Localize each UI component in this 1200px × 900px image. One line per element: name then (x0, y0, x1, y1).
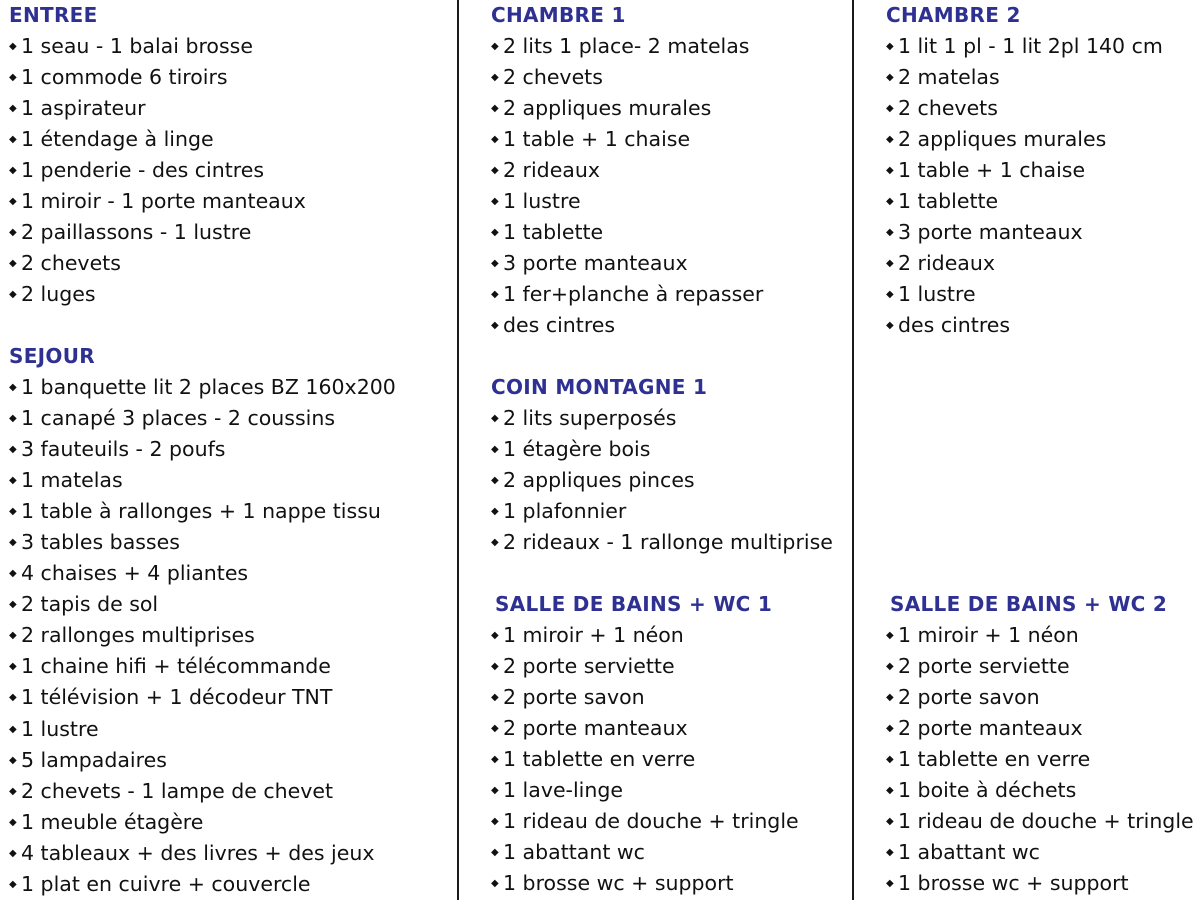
item-list-chambre-2 (886, 31, 1163, 341)
diamond-bullet-icon: ◆ (9, 537, 17, 549)
list-item-text: 1 commode 6 tiroirs (21, 65, 228, 90)
list-item-text: 1 chaine hifi + télécommande (21, 654, 331, 679)
diamond-bullet-icon: ◆ (886, 196, 894, 208)
list-item (491, 93, 763, 124)
list-item-text: 1 lustre (21, 716, 99, 741)
list-item (9, 372, 396, 403)
diamond-bullet-icon: ◆ (491, 537, 499, 549)
diamond-bullet-icon: ◆ (886, 630, 894, 642)
list-item-text: 2 tapis de sol (21, 592, 159, 617)
diamond-bullet-icon: ◆ (9, 847, 17, 859)
diamond-bullet-icon: ◆ (9, 599, 17, 611)
diamond-bullet-icon: ◆ (9, 754, 17, 766)
list-item (886, 837, 1194, 868)
list-item (886, 31, 1163, 62)
list-item (491, 837, 799, 868)
list-item (886, 186, 1163, 217)
list-item-text: 1 lustre (898, 282, 976, 307)
list-item (9, 186, 306, 217)
diamond-bullet-icon: ◆ (491, 413, 499, 425)
list-item-text: 1 brosse wc + support (898, 871, 1129, 896)
list-item (491, 806, 799, 837)
list-item (886, 806, 1194, 837)
diamond-bullet-icon: ◆ (886, 227, 894, 239)
list-item (9, 124, 306, 155)
list-item-text: 3 fauteuils - 2 poufs (21, 437, 226, 462)
diamond-bullet-icon: ◆ (886, 289, 894, 301)
list-item-text: 2 porte manteaux (503, 716, 688, 741)
item-list-chambre-1 (491, 31, 763, 341)
diamond-bullet-icon: ◆ (9, 41, 17, 53)
list-item-text: 1 tablette (898, 189, 999, 214)
list-item-text: 1 lustre (503, 189, 581, 214)
diamond-bullet-icon: ◆ (491, 723, 499, 735)
list-item-text: 1 étagère bois (503, 437, 651, 462)
list-item (886, 775, 1194, 806)
diamond-bullet-icon: ◆ (491, 289, 499, 301)
section-coin-montagne-1 (491, 372, 833, 558)
diamond-bullet-icon: ◆ (9, 165, 17, 177)
list-item-text: 2 porte serviette (898, 654, 1070, 679)
list-item (9, 745, 396, 776)
diamond-bullet-icon: ◆ (9, 134, 17, 146)
list-item-text: 2 rallonges multiprises (21, 623, 255, 648)
list-item-text: 2 lits superposés (503, 406, 677, 431)
item-list-entree (9, 31, 306, 310)
list-item (9, 496, 396, 527)
list-item (886, 620, 1194, 651)
list-item-text: 1 aspirateur (21, 96, 146, 121)
list-item-text: 2 chevets (898, 96, 998, 121)
diamond-bullet-icon: ◆ (886, 847, 894, 859)
list-item (491, 620, 799, 651)
list-item (491, 279, 763, 310)
list-item-text: 1 seau - 1 balai brosse (21, 34, 253, 59)
item-list-salle-de-bains-wc-2 (886, 620, 1194, 899)
list-item (886, 248, 1163, 279)
diamond-bullet-icon: ◆ (9, 196, 17, 208)
list-item (9, 465, 396, 496)
list-item-text: 5 lampadaires (21, 747, 167, 772)
list-item (886, 310, 1163, 341)
diamond-bullet-icon: ◆ (886, 816, 894, 828)
list-item-text: 2 paillassons - 1 lustre (21, 220, 252, 245)
list-item-text: 2 matelas (898, 65, 1000, 90)
list-item-text: 1 banquette lit 2 places BZ 160x200 (21, 375, 396, 400)
list-item-text: 2 appliques murales (898, 127, 1107, 152)
list-item (9, 807, 396, 838)
list-item-text: 2 porte savon (503, 685, 645, 710)
diamond-bullet-icon: ◆ (9, 661, 17, 673)
list-item-text: 1 brosse wc + support (503, 871, 734, 896)
list-item-text: 1 table + 1 chaise (503, 127, 691, 152)
section-title-salle-de-bains-wc-1: SALLE DE BAINS + WC 1 (495, 592, 773, 616)
list-item (9, 776, 396, 807)
diamond-bullet-icon: ◆ (886, 661, 894, 673)
list-item-text: 1 tablette (503, 220, 604, 245)
list-item (491, 713, 799, 744)
list-item-text: 1 étendage à linge (21, 127, 214, 152)
list-item (491, 775, 799, 806)
list-item (9, 248, 306, 279)
list-item (9, 527, 396, 558)
list-item-text: 4 tableaux + des livres + des jeux (21, 840, 375, 865)
diamond-bullet-icon: ◆ (9, 103, 17, 115)
diamond-bullet-icon: ◆ (886, 134, 894, 146)
list-item-text: 1 miroir - 1 porte manteaux (21, 189, 306, 214)
diamond-bullet-icon: ◆ (491, 506, 499, 518)
list-item-text: 2 luges (21, 282, 96, 307)
section-chambre-1 (491, 0, 763, 341)
diamond-bullet-icon: ◆ (491, 165, 499, 177)
diamond-bullet-icon: ◆ (9, 72, 17, 84)
list-item-text: 1 tablette en verre (898, 747, 1091, 772)
list-item-text: 3 porte manteaux (898, 220, 1083, 245)
list-item (886, 155, 1163, 186)
list-item (491, 186, 763, 217)
list-item (491, 31, 763, 62)
diamond-bullet-icon: ◆ (9, 227, 17, 239)
list-item (491, 496, 833, 527)
diamond-bullet-icon: ◆ (886, 41, 894, 53)
section-title-chambre-2: CHAMBRE 2 (886, 3, 1021, 27)
list-item-text: 2 chevets (503, 65, 603, 90)
diamond-bullet-icon: ◆ (491, 847, 499, 859)
list-item (491, 62, 763, 93)
list-item-text: 1 table à rallonges + 1 nappe tissu (21, 499, 381, 524)
diamond-bullet-icon: ◆ (9, 723, 17, 735)
section-salle-de-bains-wc-2 (886, 589, 1194, 899)
diamond-bullet-icon: ◆ (886, 754, 894, 766)
list-item (491, 651, 799, 682)
list-item (9, 403, 396, 434)
list-item-text: 3 porte manteaux (503, 251, 688, 276)
list-item (9, 62, 306, 93)
list-item-text: 2 rideaux - 1 rallonge multiprise (503, 530, 833, 555)
list-item-text: 2 chevets (21, 251, 121, 276)
diamond-bullet-icon: ◆ (886, 72, 894, 84)
list-item (9, 714, 396, 745)
list-item-text: 2 rideaux (503, 158, 600, 183)
diamond-bullet-icon: ◆ (9, 506, 17, 518)
section-entree (9, 0, 306, 310)
list-item-text: 2 lits 1 place- 2 matelas (503, 34, 750, 59)
section-sejour (9, 341, 396, 900)
diamond-bullet-icon: ◆ (886, 878, 894, 890)
list-item-text: 4 chaises + 4 pliantes (21, 561, 249, 586)
list-item-text: 1 penderie - des cintres (21, 158, 265, 183)
list-item-text: 1 rideau de douche + tringle (503, 809, 799, 834)
list-item (886, 744, 1194, 775)
list-item-text: 1 plat en cuivre + couvercle (21, 871, 311, 896)
diamond-bullet-icon: ◆ (9, 568, 17, 580)
section-title-chambre-1: CHAMBRE 1 (491, 3, 626, 27)
list-item-text: 1 miroir + 1 néon (898, 623, 1079, 648)
diamond-bullet-icon: ◆ (491, 444, 499, 456)
list-item (491, 124, 763, 155)
column-divider-right (852, 0, 854, 900)
list-item-text: des cintres (898, 313, 1011, 338)
diamond-bullet-icon: ◆ (9, 475, 17, 487)
diamond-bullet-icon: ◆ (9, 816, 17, 828)
diamond-bullet-icon: ◆ (9, 382, 17, 394)
list-item (9, 620, 396, 651)
list-item-text: 1 abattant wc (898, 840, 1040, 865)
diamond-bullet-icon: ◆ (9, 878, 17, 890)
diamond-bullet-icon: ◆ (9, 785, 17, 797)
diamond-bullet-icon: ◆ (9, 630, 17, 642)
list-item (491, 434, 833, 465)
list-item-text: 1 plafonnier (503, 499, 627, 524)
diamond-bullet-icon: ◆ (491, 692, 499, 704)
list-item (886, 62, 1163, 93)
diamond-bullet-icon: ◆ (491, 103, 499, 115)
diamond-bullet-icon: ◆ (491, 41, 499, 53)
diamond-bullet-icon: ◆ (491, 475, 499, 487)
diamond-bullet-icon: ◆ (491, 630, 499, 642)
diamond-bullet-icon: ◆ (886, 320, 894, 332)
diamond-bullet-icon: ◆ (491, 134, 499, 146)
list-item (9, 434, 396, 465)
diamond-bullet-icon: ◆ (491, 196, 499, 208)
list-item (886, 217, 1163, 248)
list-item-text: 1 lit 1 pl - 1 lit 2pl 140 cm (898, 34, 1163, 59)
section-title-sejour: SEJOUR (9, 344, 95, 368)
list-item (491, 403, 833, 434)
diamond-bullet-icon: ◆ (886, 103, 894, 115)
list-item-text: 1 table + 1 chaise (898, 158, 1086, 183)
list-item-text: 1 boite à déchets (898, 778, 1077, 803)
list-item-text: 1 rideau de douche + tringle (898, 809, 1194, 834)
list-item-text: 2 appliques pinces (503, 468, 695, 493)
diamond-bullet-icon: ◆ (491, 661, 499, 673)
diamond-bullet-icon: ◆ (491, 816, 499, 828)
list-item (491, 868, 799, 899)
diamond-bullet-icon: ◆ (9, 413, 17, 425)
list-item (9, 682, 396, 713)
list-item (9, 589, 396, 620)
list-item (9, 93, 306, 124)
list-item (886, 93, 1163, 124)
list-item-text: 2 chevets - 1 lampe de chevet (21, 778, 334, 803)
item-list-sejour (9, 372, 396, 900)
section-title-entree: ENTREE (9, 3, 98, 27)
list-item-text: 2 appliques murales (503, 96, 712, 121)
list-item (9, 869, 396, 900)
list-item (886, 124, 1163, 155)
list-item (9, 838, 396, 869)
list-item (886, 279, 1163, 310)
list-item (491, 744, 799, 775)
diamond-bullet-icon: ◆ (491, 878, 499, 890)
list-item-text: 1 tablette en verre (503, 747, 696, 772)
diamond-bullet-icon: ◆ (9, 258, 17, 270)
diamond-bullet-icon: ◆ (886, 723, 894, 735)
list-item-text: 2 porte savon (898, 685, 1040, 710)
section-salle-de-bains-wc-1 (491, 589, 799, 899)
section-title-coin-montagne-1: COIN MONTAGNE 1 (491, 375, 708, 399)
list-item-text: 2 rideaux (898, 251, 995, 276)
column-divider-left (457, 0, 459, 900)
section-chambre-2 (886, 0, 1163, 341)
list-item-text: 1 canapé 3 places - 2 coussins (21, 406, 336, 431)
list-item (491, 155, 763, 186)
diamond-bullet-icon: ◆ (491, 72, 499, 84)
diamond-bullet-icon: ◆ (9, 444, 17, 456)
list-item-text: 3 tables basses (21, 530, 180, 555)
list-item-text: 2 porte manteaux (898, 716, 1083, 741)
item-list-coin-montagne-1 (491, 403, 833, 558)
list-item-text: 1 lave-linge (503, 778, 623, 803)
list-item (491, 527, 833, 558)
list-item-text: 2 porte serviette (503, 654, 675, 679)
list-item (9, 155, 306, 186)
diamond-bullet-icon: ◆ (491, 320, 499, 332)
list-item-text: 1 abattant wc (503, 840, 645, 865)
diamond-bullet-icon: ◆ (886, 785, 894, 797)
section-title-salle-de-bains-wc-2: SALLE DE BAINS + WC 2 (890, 592, 1168, 616)
item-list-salle-de-bains-wc-1 (491, 620, 799, 899)
diamond-bullet-icon: ◆ (886, 165, 894, 177)
list-item (9, 31, 306, 62)
list-item-text: 1 fer+planche à repasser (503, 282, 764, 307)
list-item (491, 310, 763, 341)
list-item (491, 248, 763, 279)
diamond-bullet-icon: ◆ (491, 754, 499, 766)
list-item (491, 682, 799, 713)
list-item (491, 465, 833, 496)
diamond-bullet-icon: ◆ (491, 227, 499, 239)
diamond-bullet-icon: ◆ (491, 258, 499, 270)
list-item (886, 868, 1194, 899)
diamond-bullet-icon: ◆ (9, 289, 17, 301)
list-item (9, 558, 396, 589)
list-item (886, 682, 1194, 713)
diamond-bullet-icon: ◆ (491, 785, 499, 797)
list-item-text: 1 télévision + 1 décodeur TNT (21, 685, 333, 710)
diamond-bullet-icon: ◆ (886, 692, 894, 704)
list-item-text: 1 miroir + 1 néon (503, 623, 684, 648)
list-item (9, 651, 396, 682)
list-item-text: des cintres (503, 313, 616, 338)
diamond-bullet-icon: ◆ (9, 692, 17, 704)
list-item (886, 651, 1194, 682)
list-item (886, 713, 1194, 744)
list-item (9, 217, 306, 248)
list-item-text: 1 meuble étagère (21, 809, 204, 834)
list-item-text: 1 matelas (21, 468, 123, 493)
list-item (9, 279, 306, 310)
list-item (491, 217, 763, 248)
diamond-bullet-icon: ◆ (886, 258, 894, 270)
